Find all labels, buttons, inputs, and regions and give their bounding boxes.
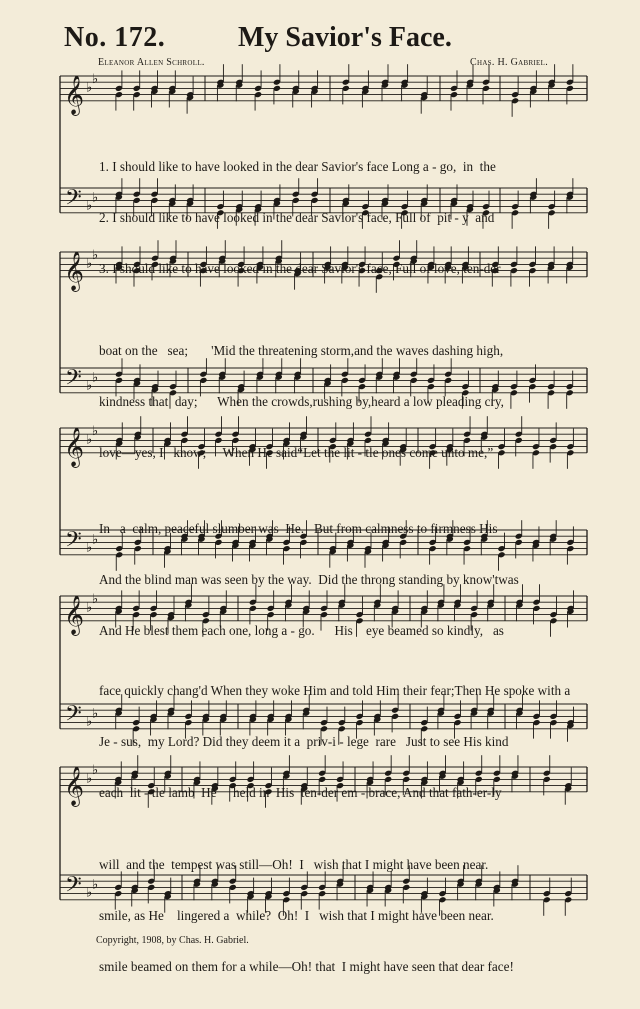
lyric-line: And He blest them each one, long a - go. His eye beamed so kindly, as [99, 623, 504, 638]
lyrics-system-1 [0, 124, 640, 311]
lyric-line: 2. I should like to have looked in the dear Savior's face, Full of pit - y and [99, 210, 495, 225]
flat-icon: ♭ [92, 248, 99, 264]
bass-clef-icon: 𝄢 [65, 872, 82, 903]
hymn-number: No. 172. [64, 22, 166, 53]
lyric-line: face quickly chang'd When they woke Him and told Him their fear;Then He spoke with a [99, 683, 571, 698]
lyric-line: 3. I should like to have looked in the dear Savior's face, Full of love, ten-der [99, 261, 501, 276]
lyric-line: kindness that day; When the crowds,rushing by,heard a low pleading cry, [99, 394, 504, 409]
treble-clef-icon: 𝄞 [64, 250, 85, 291]
bass-clef-icon: 𝄢 [65, 701, 82, 732]
flat-icon: ♭ [86, 432, 93, 448]
flat-icon: ♭ [86, 540, 93, 556]
flat-icon: ♭ [86, 885, 93, 901]
flat-icon: ♭ [86, 256, 93, 272]
lyric-line: 1. I should like to have looked in the dear Savior's face Long a - go, in the [99, 159, 496, 174]
hymn-title: My Savior's Face. [238, 22, 452, 53]
lyrics-system-5 [0, 822, 640, 1009]
lyrics-system-4 [0, 648, 640, 835]
treble-clef-icon: 𝄞 [64, 426, 85, 467]
lyric-line: In a calm, peaceful slumber was He. But from calmness to firmness His [99, 521, 498, 536]
bass-clef-icon: 𝄢 [65, 185, 82, 216]
lyric-line: smile, as He lingered a while? Oh! I wish that I might have been near. [99, 908, 494, 923]
lyric-line: Je - sus, my Lord? Did they deem it a priv-i - lege rare Just to see His kind [99, 734, 509, 749]
lyrics-system-2 [0, 308, 640, 495]
flat-icon: ♭ [92, 532, 99, 548]
flat-icon: ♭ [92, 706, 99, 722]
lyric-line: smile beamed on them for a while—Oh! that I might have seen that dear face! [99, 959, 514, 974]
flat-icon: ♭ [86, 771, 93, 787]
treble-clef-icon: 𝄞 [64, 594, 85, 635]
lyric-line: each lit - tle lamb He held in His ten-der em - brace, And that fath-er-ly [99, 785, 502, 800]
flat-icon: ♭ [86, 714, 93, 730]
composer-credit: Chas. H. Gabriel. [470, 57, 548, 68]
flat-icon: ♭ [92, 424, 99, 440]
flat-icon: ♭ [86, 198, 93, 214]
lyric-line: love—yes, I know; When He said“Let the lit - tle ones come unto me,” [99, 445, 494, 460]
bass-clef-icon: 𝄢 [65, 365, 82, 396]
flat-icon: ♭ [86, 600, 93, 616]
flat-icon: ♭ [86, 80, 93, 96]
flat-icon: ♭ [92, 763, 99, 779]
flat-icon: ♭ [92, 370, 99, 386]
lyric-line: will and the tempest was still—Oh! I wish that I might have been near. [99, 857, 489, 872]
bass-clef-icon: 𝄢 [65, 527, 82, 558]
lyrics-system-3 [0, 486, 640, 673]
flat-icon: ♭ [86, 378, 93, 394]
flat-icon: ♭ [92, 72, 99, 88]
lyric-line: And the blind man was seen by the way. Did the throng standing by know'twas [99, 572, 519, 587]
lyric-line: boat on the sea; 'Mid the threatening storm,and the waves dashing high, [99, 343, 504, 358]
flat-icon: ♭ [92, 877, 99, 893]
flat-icon: ♭ [92, 592, 99, 608]
author-credit: Eleanor Allen Schroll. [98, 57, 205, 68]
copyright-notice: Copyright, 1908, by Chas. H. Gabriel. [96, 935, 249, 946]
flat-icon: ♭ [92, 190, 99, 206]
treble-clef-icon: 𝄞 [64, 74, 85, 115]
treble-clef-icon: 𝄞 [64, 765, 85, 806]
